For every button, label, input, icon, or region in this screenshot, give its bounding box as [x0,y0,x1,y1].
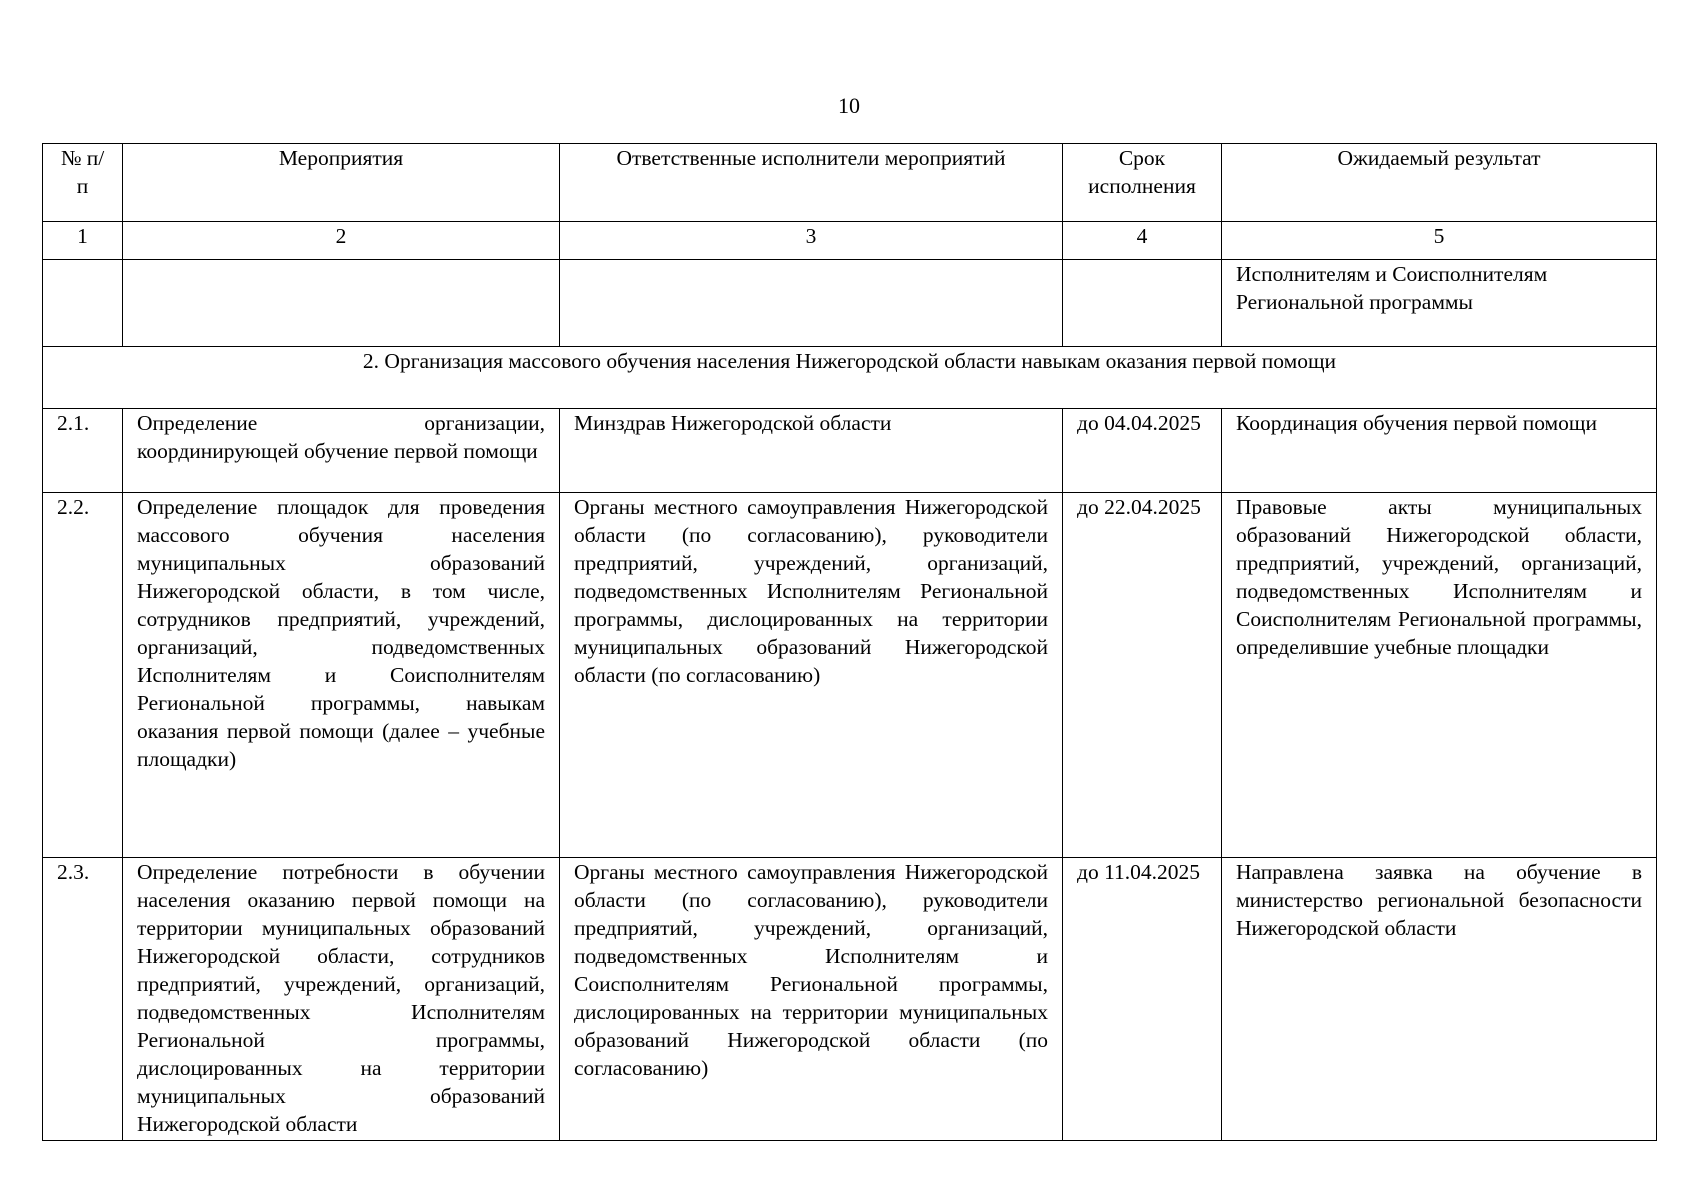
row-num: 2.1. [43,409,123,493]
row-deadline: до 11.04.2025 [1063,858,1222,1141]
row-responsible: Минздрав Нижегородской области [560,409,1063,493]
continuation-result: Исполнителям и Соисполнителям Региональной программы [1222,260,1657,347]
row-result: Координация обучения первой помощи [1222,409,1657,493]
header-deadline: Срок исполнения [1063,144,1222,222]
table-header-row [43,144,1657,222]
table-row [43,409,1657,493]
row-responsible: Органы местного самоуправления Нижегородской области (по согласованию), руководители предприятий, учреждений, организаций, подведомственных Исполнителям Региональной программы, дислоцированных на территории муниципальных образований Нижегородской области (по согласованию) [560,493,1063,858]
row-result: Направлена заявка на обучение в министерство региональной безопасности Нижегородской области [1222,858,1657,1141]
column-numbers-row [43,222,1657,260]
row-deadline: до 04.04.2025 [1063,409,1222,493]
column-number: 4 [1063,222,1222,260]
row-activity: Определение потребности в обучении населения оказанию первой помощи на территории муниципальных образований Нижегородской области, сотрудников предприятий, учреждений, организаций, подведомственных Исполнителям Региональной программы, дислоцированных на территории муниципальных образований Нижегородской области [123,858,560,1141]
row-activity: Определение площадок для проведения массового обучения населения муниципальных образований Нижегородской области, в том числе, сотрудников предприятий, учреждений, организаций, подведомственных Исполнителям и Соисполнителям Региональной программы, навыкам оказания первой помощи (далее – учебные площадки) [123,493,560,858]
row-responsible: Органы местного самоуправления Нижегородской области (по согласованию), руководители предприятий, учреждений, организаций, подведомственных Исполнителям и Соисполнителям Региональной программы, дислоцированных на территории муниципальных образований Нижегородской области (по согласованию) [560,858,1063,1141]
row-result: Правовые акты муниципальных образований Нижегородской области, предприятий, учреждений, организаций, подведомственных Исполнителям и Соисполнителям Региональной программы, определившие учебные площадки [1222,493,1657,858]
page-number: 10 [838,93,860,118]
header-activity: Мероприятия [123,144,560,222]
row-num: 2.3. [43,858,123,1141]
header-result: Ожидаемый результат [1222,144,1657,222]
section-title: 2. Организация массового обучения населения Нижегородской области навыкам оказания первой помощи [43,347,1657,409]
header-responsible: Ответственные исполнители мероприятий [560,144,1063,222]
column-number: 3 [560,222,1063,260]
header-num: № п/п [43,144,123,222]
column-number: 5 [1222,222,1657,260]
section-row [43,347,1657,409]
row-activity: Определение организации, координирующей обучение первой помощи [123,409,560,493]
column-number: 2 [123,222,560,260]
table-row [43,858,1657,1141]
row-num: 2.2. [43,493,123,858]
row-deadline: до 22.04.2025 [1063,493,1222,858]
continuation-row [43,260,1657,347]
table-row [43,493,1657,858]
column-number: 1 [43,222,123,260]
activities-table [42,143,1657,1141]
